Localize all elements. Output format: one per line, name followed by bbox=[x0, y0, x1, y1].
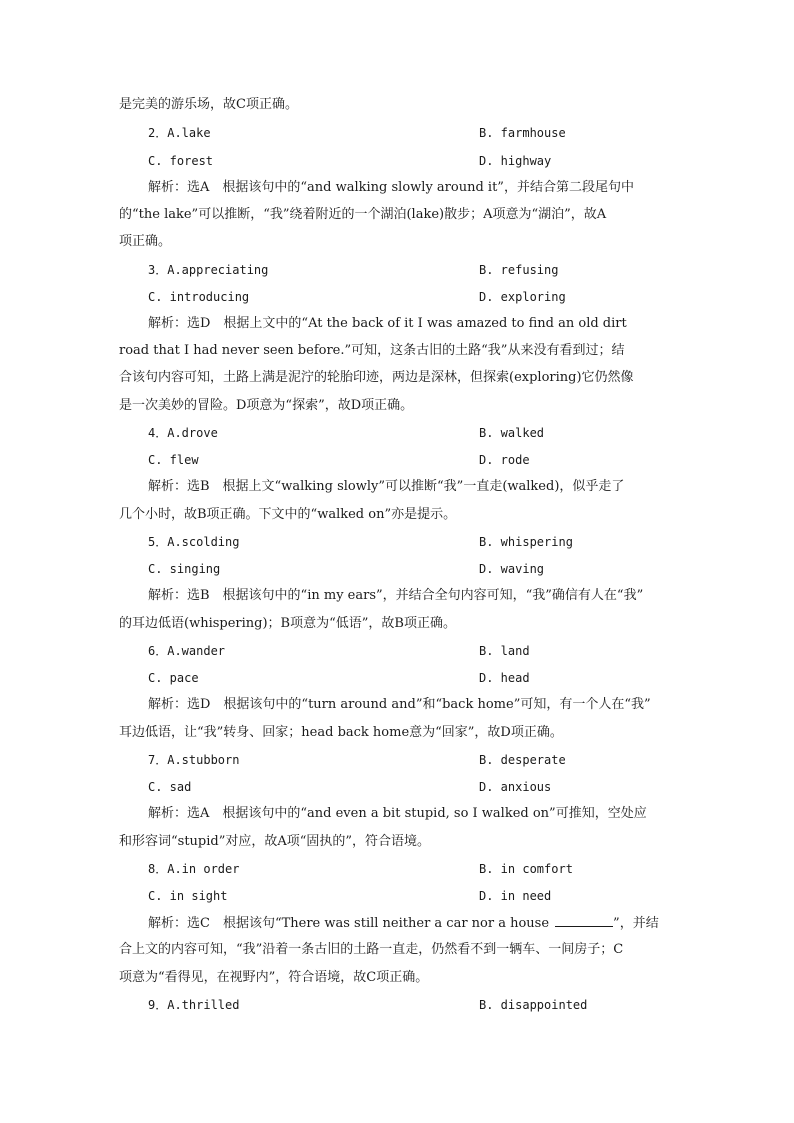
text-line: 项正确。 bbox=[119, 234, 172, 249]
text-line: 和形容词“stupid”对应，故A项“固执的”，符合语境。 bbox=[119, 834, 431, 849]
text-line: 解析：选B 根据该句中的“in my ears”，并结合全句内容可知，“我”确信有人在“我” bbox=[148, 588, 644, 603]
option-5a: 5．A.scolding bbox=[148, 535, 240, 549]
option-2c: C. forest bbox=[148, 154, 214, 168]
text-line: 耳边低语，让“我”转身、回家；head back home意为“回家”，故D项正确。 bbox=[119, 725, 563, 740]
option-8a: 8．A.in order bbox=[148, 862, 240, 876]
option-9b: B. disappointed bbox=[479, 998, 588, 1012]
text-segment: ”，并结 bbox=[613, 916, 659, 931]
option-8d: D. in need bbox=[479, 889, 552, 903]
option-5c: C. singing bbox=[148, 562, 221, 576]
text-segment: 解析：选C 根据该句“There was still neither a car nor a house bbox=[148, 916, 550, 931]
text-line: 几个小时，故B项正确。下文中的“walked on”亦是提示。 bbox=[119, 507, 457, 522]
option-5d: D. waving bbox=[479, 562, 545, 576]
option-3d: D. exploring bbox=[479, 290, 566, 304]
option-5b: B. whispering bbox=[479, 535, 573, 549]
option-3b: B. refusing bbox=[479, 263, 559, 277]
option-4c: C. flew bbox=[148, 453, 199, 467]
text-line: 是完美的游乐场，故C项正确。 bbox=[119, 97, 298, 112]
option-2b: B. farmhouse bbox=[479, 126, 566, 140]
option-8c: C. in sight bbox=[148, 889, 228, 903]
text-line: 合该句内容可知，土路上满是泥泞的轮胎印迹，两边是深林，但探索(exploring)它仍然像 bbox=[119, 370, 634, 385]
option-9a: 9．A.thrilled bbox=[148, 998, 240, 1012]
text-line: 项意为“看得见，在视野内”，符合语境，故C项正确。 bbox=[119, 970, 429, 985]
option-6a: 6．A.wander bbox=[148, 644, 226, 658]
option-6c: C. pace bbox=[148, 671, 199, 685]
text-line: 解析：选D 根据上文中的“At the back of it I was amazed to find an old dirt bbox=[148, 316, 627, 331]
option-7a: 7．A.stubborn bbox=[148, 753, 240, 767]
text-line: 解析：选D 根据该句中的“turn around and”和“back home”可知，有一个人在“我” bbox=[148, 697, 651, 712]
option-4a: 4．A.drove bbox=[148, 426, 218, 440]
option-6d: D. head bbox=[479, 671, 530, 685]
option-4d: D. rode bbox=[479, 453, 530, 467]
text-line: 解析：选B 根据上文“walking slowly”可以推断“我”一直走(walked)，似乎走了 bbox=[148, 479, 625, 494]
option-4b: B. walked bbox=[479, 426, 545, 440]
text-line: 解析：选A 根据该句中的“and even a bit stupid, so I walked on”可推知，空处应 bbox=[148, 806, 647, 821]
option-2a: 2．A.lake bbox=[148, 126, 211, 140]
text-line: 的“the lake”可以推断，“我”绕着附近的一个湖泊(lake)散步；A项意为“湖泊”，故A bbox=[119, 207, 607, 222]
text-line: 解析：选A 根据该句中的“and walking slowly around it”，并结合第二段尾句中 bbox=[148, 180, 634, 195]
option-3a: 3．A.appreciating bbox=[148, 263, 269, 277]
text-line: road that I had never seen before.”可知，这条古旧的土路“我”从来没有看到过；结 bbox=[119, 343, 625, 358]
option-8b: B. in comfort bbox=[479, 862, 573, 876]
text-line bbox=[148, 915, 659, 932]
option-2d: D. highway bbox=[479, 154, 552, 168]
text-line: 的耳边低语(whispering)；B项意为“低语”，故B项正确。 bbox=[119, 616, 456, 631]
option-3c: C. introducing bbox=[148, 290, 250, 304]
option-7c: C. sad bbox=[148, 780, 192, 794]
text-line: 合上文的内容可知，“我”沿着一条古旧的土路一直走，仍然看不到一辆车、一间房子；C bbox=[119, 942, 624, 957]
answer-blank bbox=[555, 915, 613, 927]
option-7b: B. desperate bbox=[479, 753, 566, 767]
option-6b: B. land bbox=[479, 644, 530, 658]
text-line: 是一次美妙的冒险。D项意为“探索”，故D项正确。 bbox=[119, 398, 414, 413]
option-7d: D. anxious bbox=[479, 780, 552, 794]
